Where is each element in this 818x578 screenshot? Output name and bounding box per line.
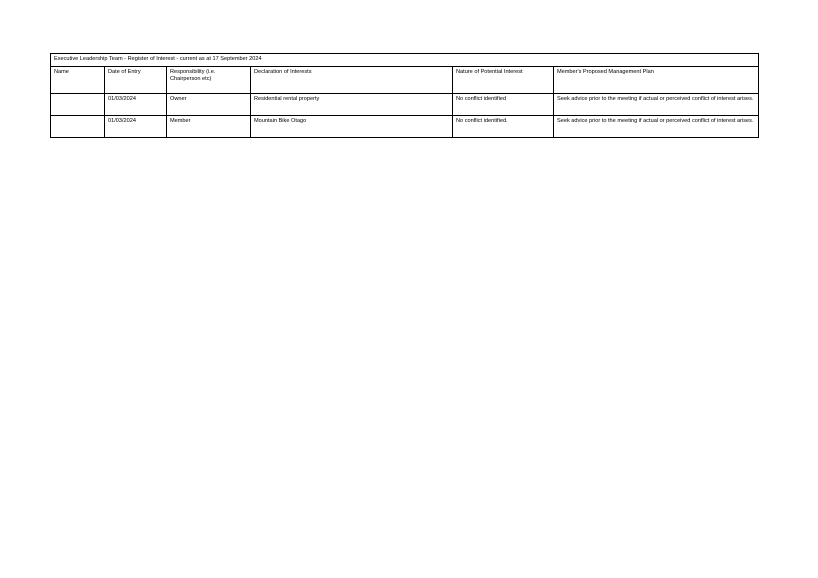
cell-date-of-entry: 01/03/2024	[105, 115, 167, 137]
cell-declaration: Mountain Bike Otago	[251, 115, 453, 137]
table-row	[51, 93, 759, 115]
table-header-row	[51, 66, 759, 93]
register-of-interest-table	[50, 53, 759, 138]
column-header-nature-of-potential-interest: Nature of Potential Interest	[453, 66, 554, 93]
cell-management-plan: Seek advice prior to the meeting if actual or perceived conflict of interest arises.	[554, 115, 759, 137]
cell-responsibility: Owner	[167, 93, 251, 115]
cell-nature: No conflict identified	[453, 93, 554, 115]
cell-name	[51, 115, 105, 137]
column-header-management-plan: Member's Proposed Management Plan	[554, 66, 759, 93]
document-title: Executive Leadership Team - Register of Interest - current as at 17 September 2024	[51, 54, 759, 67]
cell-nature: No conflict identified.	[453, 115, 554, 137]
cell-management-plan: Seek advice prior to the meeting if actual or perceived conflict of interest arises.	[554, 93, 759, 115]
cell-date-of-entry: 01/03/2024	[105, 93, 167, 115]
column-header-date-of-entry: Date of Entry	[105, 66, 167, 93]
column-header-declaration-of-interests: Declaration of Interests	[251, 66, 453, 93]
table-row	[51, 115, 759, 137]
register-table-container	[50, 53, 758, 138]
cell-responsibility: Member	[167, 115, 251, 137]
table-title-row	[51, 54, 759, 67]
column-header-name: Name	[51, 66, 105, 93]
column-header-responsibility: Responsibility (i.e. Chairperson etc)	[167, 66, 251, 93]
cell-declaration: Residential rental property	[251, 93, 453, 115]
cell-name	[51, 93, 105, 115]
